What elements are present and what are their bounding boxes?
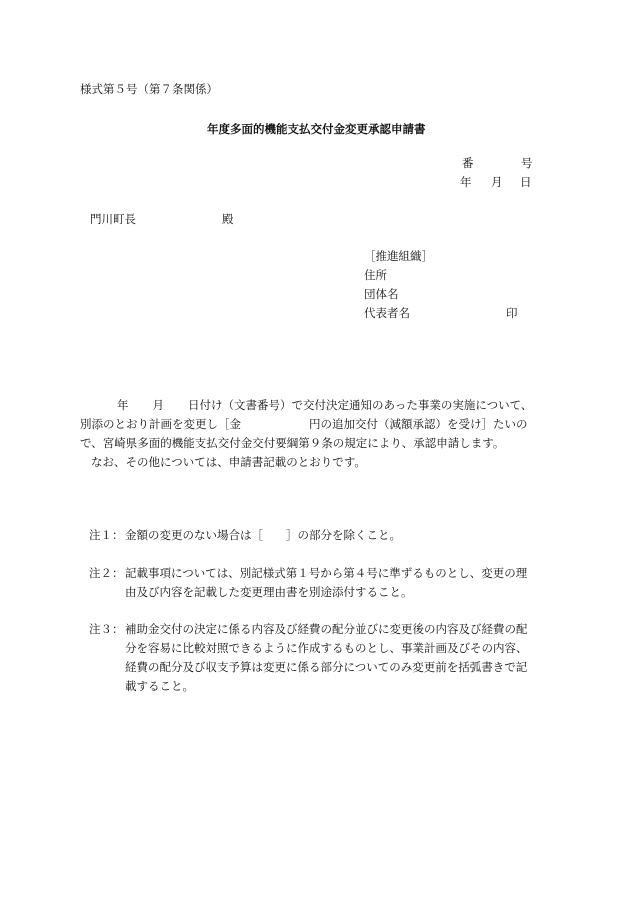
seal-mark: 印 <box>506 306 518 320</box>
applicant-rep-label: 代表者名 <box>364 306 410 320</box>
date-month: 月 <box>491 175 503 189</box>
body-month: 月 <box>152 398 164 412</box>
date-year: 年 <box>460 175 472 189</box>
note-label: 注１： <box>89 528 124 542</box>
applicant-group-label: 団体名 <box>364 287 399 301</box>
body-line-2-b: 円の追加交付（減額承認）を受け］たいの <box>309 417 528 431</box>
note-label: 注２： <box>89 566 124 580</box>
date-day: 日 <box>520 175 532 189</box>
addressee-name: 門川町長 <box>90 212 136 226</box>
doc-number-ban: 番 <box>462 156 474 170</box>
applicant-address-label: 住所 <box>364 268 387 282</box>
body-line-1-rest: 日付け（文書番号）で交付決定通知のあった事業の実施について、 <box>188 398 533 412</box>
form-number: 様式第５号（第７条関係） <box>80 82 218 96</box>
note-line: 金額の変更のない場合は［ ］の部分を除くこと。 <box>125 528 401 542</box>
body-line-2-a: 別添のとおり計画を変更し［金 <box>80 417 241 431</box>
body-line-4: なお、その他については、申請書記載のとおりです。 <box>91 455 366 469</box>
note-line: 由及び内容を記載した変更理由書を別途添付すること。 <box>125 585 413 599</box>
note-line: 記載事項については、別記様式第１号から第４号に準ずるものとし、変更の理 <box>125 566 528 580</box>
addressee-honorific: 殿 <box>222 212 234 226</box>
body-line-3: で、宮崎県多面的機能支払交付金交付要綱第９条の規定により、承認申請します。 <box>80 436 505 450</box>
body-year: 年 <box>117 398 129 412</box>
doc-number-go: 号 <box>521 156 533 170</box>
note-line: 補助金交付の決定に係る内容及び経費の配分並びに変更後の内容及び経費の配 <box>125 622 528 636</box>
body-line-2 <box>80 417 528 431</box>
note-line: 載すること。 <box>125 679 194 693</box>
applicant-org-label: ［推進組織］ <box>364 249 433 263</box>
note-line: 分を容易に比較対照できるように作成するものとし、事業計画及びその内容、 <box>125 641 528 655</box>
note-line: 経費の配分及び収支予算は変更に係る部分についてのみ変更前を括弧書きで記 <box>125 660 528 674</box>
note-label: 注３： <box>89 622 124 636</box>
body-line-1 <box>80 398 532 412</box>
document-title: 年度多面的機能支払交付金変更承認申請書 <box>207 122 426 136</box>
